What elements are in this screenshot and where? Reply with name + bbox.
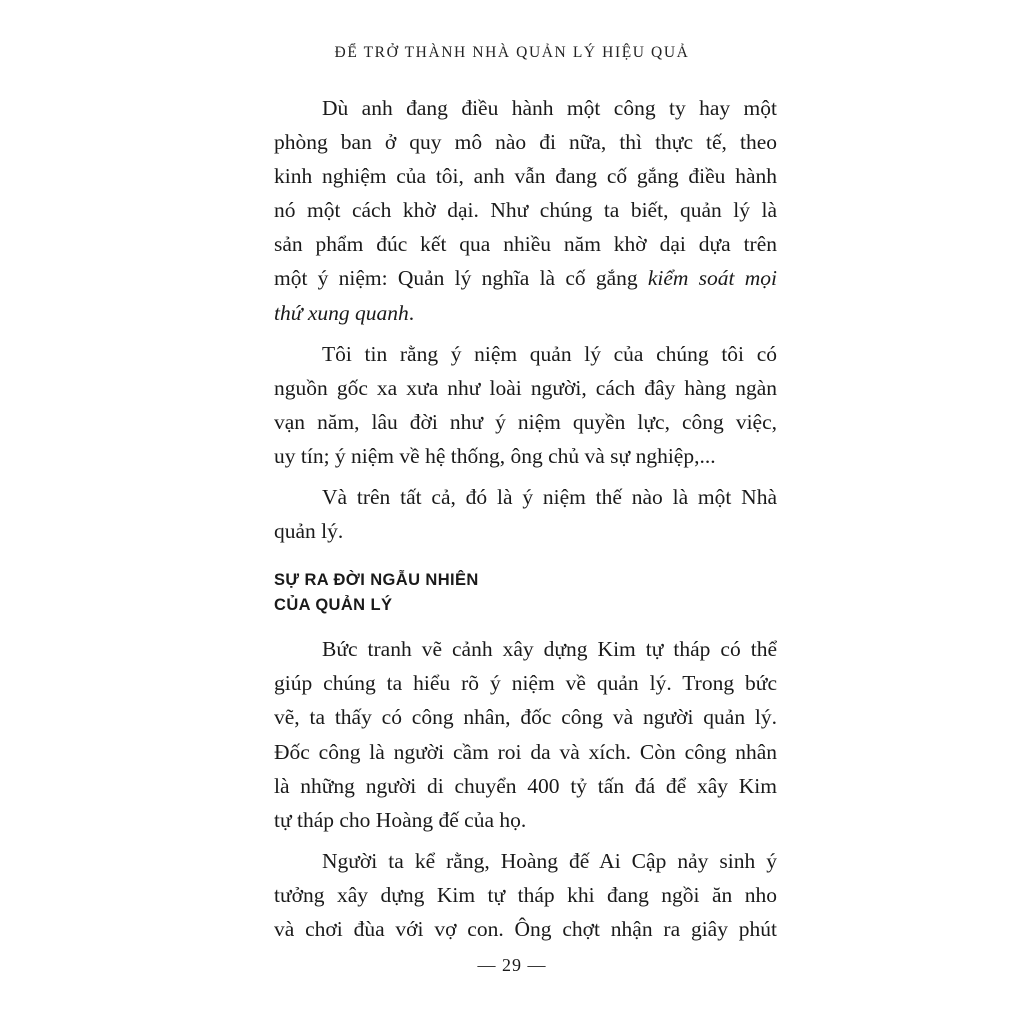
section-heading-line-1: SỰ RA ĐỜI NGẪU NHIÊN (274, 571, 479, 590)
paragraph-1-line-5: sản phẩm đúc kết qua nhiều năm khờ dại dựa trên (274, 232, 777, 257)
paragraph-4-line-3: vẽ, ta thấy có công nhân, đốc công và người quản lý. (274, 705, 777, 730)
paragraph-1-line-7 (274, 296, 777, 330)
paragraph-1 (274, 91, 777, 330)
paragraph-1-line-6 (274, 261, 777, 295)
section-heading-line-2: CỦA QUẢN LÝ (274, 596, 393, 615)
paragraph-4 (274, 632, 777, 837)
running-head: ĐỂ TRỞ THÀNH NHÀ QUẢN LÝ HIỆU QUẢ (334, 44, 690, 61)
paragraph-5-line-1: Người ta kể rằng, Hoàng đế Ai Cập nảy sinh ý (322, 848, 777, 873)
section-heading (274, 568, 777, 618)
paragraph-3-line-2: quản lý. (274, 519, 344, 544)
paragraph-5-line-2: tưởng xây dựng Kim tự tháp khi đang ngồi ăn nho (274, 882, 777, 907)
paragraph-3-line-1: Và trên tất cả, đó là ý niệm thế nào là một Nhà (322, 485, 777, 510)
paragraph-2 (274, 337, 777, 473)
paragraph-3 (274, 480, 777, 548)
paragraph-2-line-2: nguồn gốc xa xưa như loài người, cách đây hàng ngàn (274, 375, 777, 400)
paragraph-5 (274, 844, 777, 946)
paragraph-1-line-3: kinh nghiệm của tôi, anh vẫn đang cố gắng điều hành (274, 164, 777, 189)
body-text (274, 91, 777, 953)
paragraph-1-line-1: Dù anh đang điều hành một công ty hay một (322, 96, 777, 120)
paragraph-4-line-1: Bức tranh vẽ cảnh xây dựng Kim tự tháp có thể (322, 637, 777, 662)
paragraph-5-line-3: và chơi đùa với vợ con. Ông chợt nhận ra giây phút (274, 916, 777, 941)
paragraph-1-emphasis-2: thứ xung quanh (274, 300, 409, 325)
paragraph-4-line-5: là những người di chuyển 400 tỷ tấn đá để xây Kim (274, 773, 777, 798)
paragraph-4-line-2: giúp chúng ta hiểu rõ ý niệm về quản lý. Trong bức (274, 671, 777, 696)
paragraph-2-line-3: vạn năm, lâu đời như ý niệm quyền lực, công việc, (274, 409, 777, 434)
page-number: — 29 — (477, 955, 547, 975)
paragraph-2-line-1: Tôi tin rằng ý niệm quản lý của chúng tôi có (322, 341, 777, 366)
paragraph-1-line-7-end: . (408, 300, 415, 325)
paragraph-1-line-4: nó một cách khờ dại. Như chúng ta biết, quản lý là (274, 198, 777, 223)
paragraph-2-line-4: uy tín; ý niệm về hệ thống, ông chủ và sự nghiệp,... (274, 443, 716, 468)
paragraph-1-line-2: phòng ban ở quy mô nào đi nữa, thì thực tế, theo (274, 130, 777, 155)
paragraph-4-line-6: tự tháp cho Hoàng đế của họ. (274, 807, 527, 832)
paragraph-1-emphasis-1: kiểm soát mọi (647, 266, 777, 291)
paragraph-4-line-4: Đốc công là người cầm roi da và xích. Còn công nhân (274, 739, 777, 764)
paragraph-1-line-6-text: một ý niệm: Quản lý nghĩa là cố gắng (274, 266, 648, 291)
